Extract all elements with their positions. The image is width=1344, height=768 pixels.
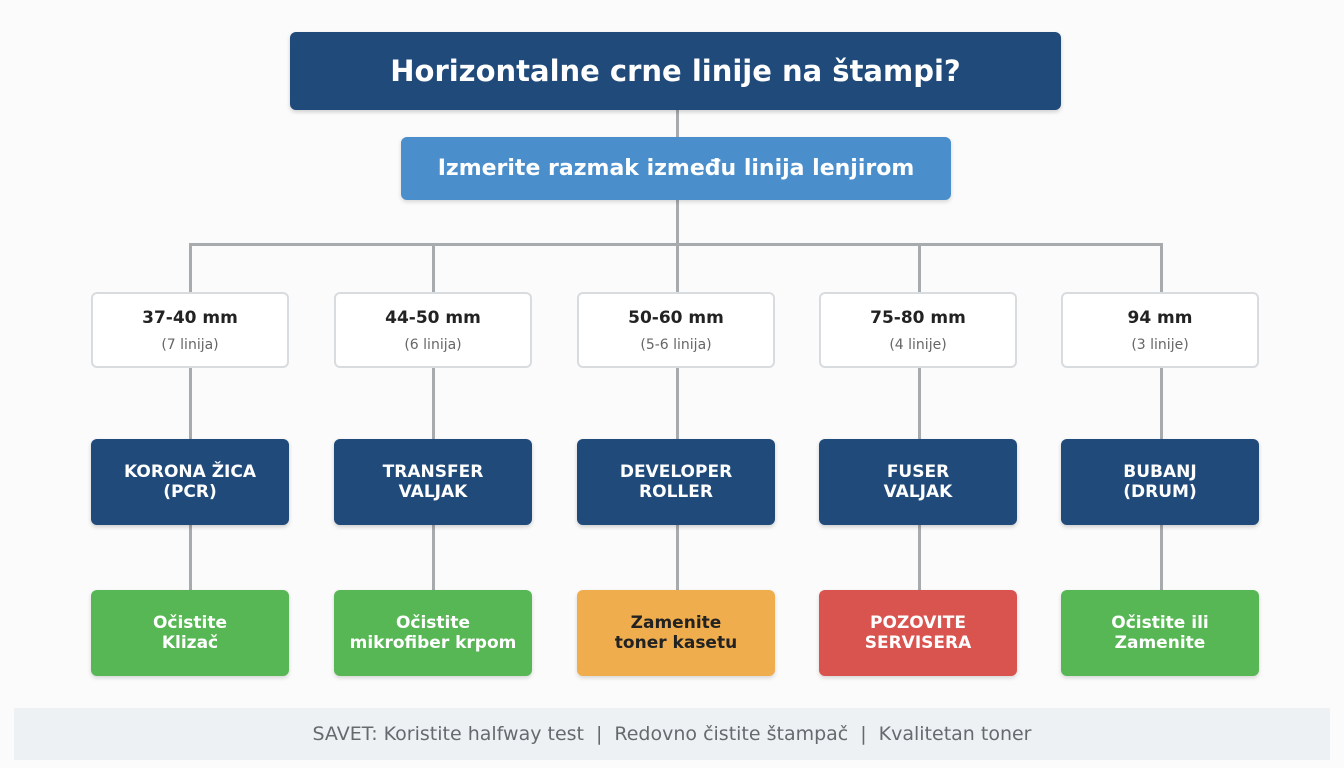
instruction-box [401, 137, 951, 200]
action-box-3 [577, 590, 775, 676]
action-label-line1: Očistite [395, 613, 471, 633]
title-text: Horizontalne crne linije na štampi? [390, 54, 961, 88]
connector-part-action-4 [918, 524, 921, 591]
measurement-line-count: (4 linije) [889, 336, 947, 353]
connector-part-action-2 [432, 524, 435, 591]
part-label-line1: DEVELOPER [619, 462, 733, 482]
measurement-line-count: (3 linije) [1131, 336, 1189, 353]
measurement-distance: 44-50 mm [385, 307, 481, 328]
part-box-2 [334, 439, 532, 525]
measurement-box-1 [91, 292, 289, 368]
connector-part-action-1 [189, 524, 192, 591]
action-label-line2: Zamenite [1114, 633, 1206, 653]
measurement-distance: 50-60 mm [628, 307, 724, 328]
footer-tip-1: Koristite halfway test [383, 723, 584, 745]
measurement-box-4 [819, 292, 1017, 368]
action-box-4 [819, 590, 1017, 676]
part-label-line2: VALJAK [883, 482, 953, 502]
footer-tip-2: Redovno čistite štampač [614, 723, 849, 745]
tips-footer [14, 708, 1330, 760]
action-box-5 [1061, 590, 1259, 676]
connector-instruction-to-bus [676, 200, 679, 245]
measurement-box-5 [1061, 292, 1259, 368]
connector-drop-1 [189, 243, 192, 293]
connector-title-to-instruction [676, 110, 679, 138]
part-label-line2: ROLLER [639, 482, 713, 502]
part-label-line1: TRANSFER [382, 462, 484, 482]
connector-drop-2 [432, 243, 435, 293]
measurement-line-count: (6 linija) [404, 336, 462, 353]
connector-drop-4 [918, 243, 921, 293]
footer-separator: | [860, 723, 867, 745]
part-label-line1: KORONA ŽICA [124, 462, 256, 482]
action-label-line2: toner kasetu [614, 633, 738, 653]
measurement-distance: 94 mm [1127, 307, 1193, 328]
title-box [290, 32, 1061, 110]
action-label-line2: mikrofiber krpom [349, 633, 517, 653]
footer-tip-3: Kvalitetan toner [878, 723, 1032, 745]
instruction-text: Izmerite razmak između linija lenjirom [437, 156, 915, 181]
part-box-1 [91, 439, 289, 525]
connector-meas-part-2 [432, 367, 435, 440]
measurement-box-2 [334, 292, 532, 368]
action-box-1 [91, 590, 289, 676]
part-box-3 [577, 439, 775, 525]
action-label-line1: Očistite ili [1111, 613, 1209, 633]
part-label-line2: (DRUM) [1123, 482, 1197, 502]
action-label-line2: SERVISERA [864, 633, 972, 653]
part-box-4 [819, 439, 1017, 525]
part-label-line1: BUBANJ [1123, 462, 1197, 482]
connector-meas-part-5 [1160, 367, 1163, 440]
footer-separator: | [595, 723, 603, 745]
measurement-distance: 75-80 mm [870, 307, 966, 328]
connector-part-action-5 [1160, 524, 1163, 591]
measurement-line-count: (5-6 linija) [640, 336, 712, 353]
action-label-line1: Zamenite [630, 613, 722, 633]
connector-meas-part-4 [918, 367, 921, 440]
action-label-line2: Klizač [161, 633, 219, 653]
footer-prefix: SAVET: [312, 723, 384, 745]
connector-part-action-3 [676, 524, 679, 591]
part-label-line2: (PCR) [163, 482, 217, 502]
measurement-distance: 37-40 mm [142, 307, 238, 328]
action-label-line1: POZOVITE [870, 613, 966, 633]
connector-meas-part-1 [189, 367, 192, 440]
part-box-5 [1061, 439, 1259, 525]
part-label-line1: FUSER [886, 462, 950, 482]
measurement-box-3 [577, 292, 775, 368]
measurement-line-count: (7 linija) [161, 336, 219, 353]
action-box-2 [334, 590, 532, 676]
connector-drop-5 [1160, 243, 1163, 293]
action-label-line1: Očistite [152, 613, 228, 633]
part-label-line2: VALJAK [398, 482, 468, 502]
connector-drop-3 [676, 243, 679, 293]
connector-meas-part-3 [676, 367, 679, 440]
